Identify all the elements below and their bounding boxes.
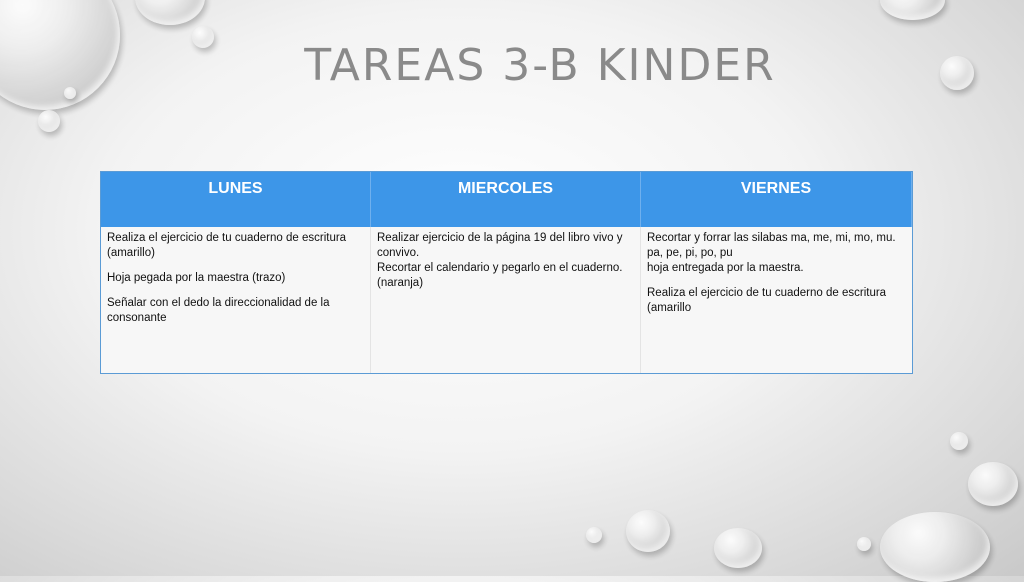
header-miercoles: MIERCOLES	[371, 172, 641, 227]
lunes-line: (amarillo)	[107, 247, 155, 259]
water-drop-decoration	[968, 462, 1018, 506]
lunes-line: Señalar con el dedo la direccionalidad de la	[107, 297, 330, 309]
miercoles-line: Recortar el calendario y pegarlo en el cuaderno.	[377, 262, 623, 274]
viernes-line: Recortar y forrar las silabas ma, me, mi, mo, mu.	[647, 232, 896, 244]
water-drop-decoration	[586, 527, 602, 543]
miercoles-line: Realizar ejercicio de la página 19 del libro vivo y	[377, 232, 623, 244]
water-drop-decoration	[714, 528, 762, 568]
lunes-line: Realiza el ejercicio de tu cuaderno de escritura	[107, 232, 347, 244]
homework-table	[100, 171, 913, 374]
miercoles-line: (naranja)	[377, 277, 424, 289]
viernes-line: hoja entregada por la maestra.	[647, 262, 804, 274]
lunes-line: Hoja pegada por la maestra (trazo)	[107, 272, 286, 284]
water-drop-decoration	[950, 432, 968, 450]
cell-viernes	[641, 227, 912, 373]
water-drop-decoration	[857, 537, 871, 551]
water-drop-decoration	[880, 0, 945, 20]
water-drop-decoration	[626, 510, 670, 552]
header-viernes: VIERNES	[641, 172, 912, 227]
slide-title: TAREAS 3-B KINDER	[304, 40, 776, 91]
cell-miercoles	[371, 227, 641, 373]
water-drop-decoration	[38, 110, 60, 132]
miercoles-line: convivo.	[377, 247, 420, 259]
water-drop-decoration	[135, 0, 205, 25]
header-lunes: LUNES	[101, 172, 371, 227]
lunes-line: consonante	[107, 312, 167, 324]
viernes-line: (amarillo	[647, 302, 692, 314]
water-drop-decoration	[880, 512, 990, 582]
viernes-line: Realiza el ejercicio de tu cuaderno de escritura	[647, 287, 887, 299]
cell-lunes	[101, 227, 371, 373]
viernes-line: pa, pe, pi, po, pu	[647, 247, 733, 259]
